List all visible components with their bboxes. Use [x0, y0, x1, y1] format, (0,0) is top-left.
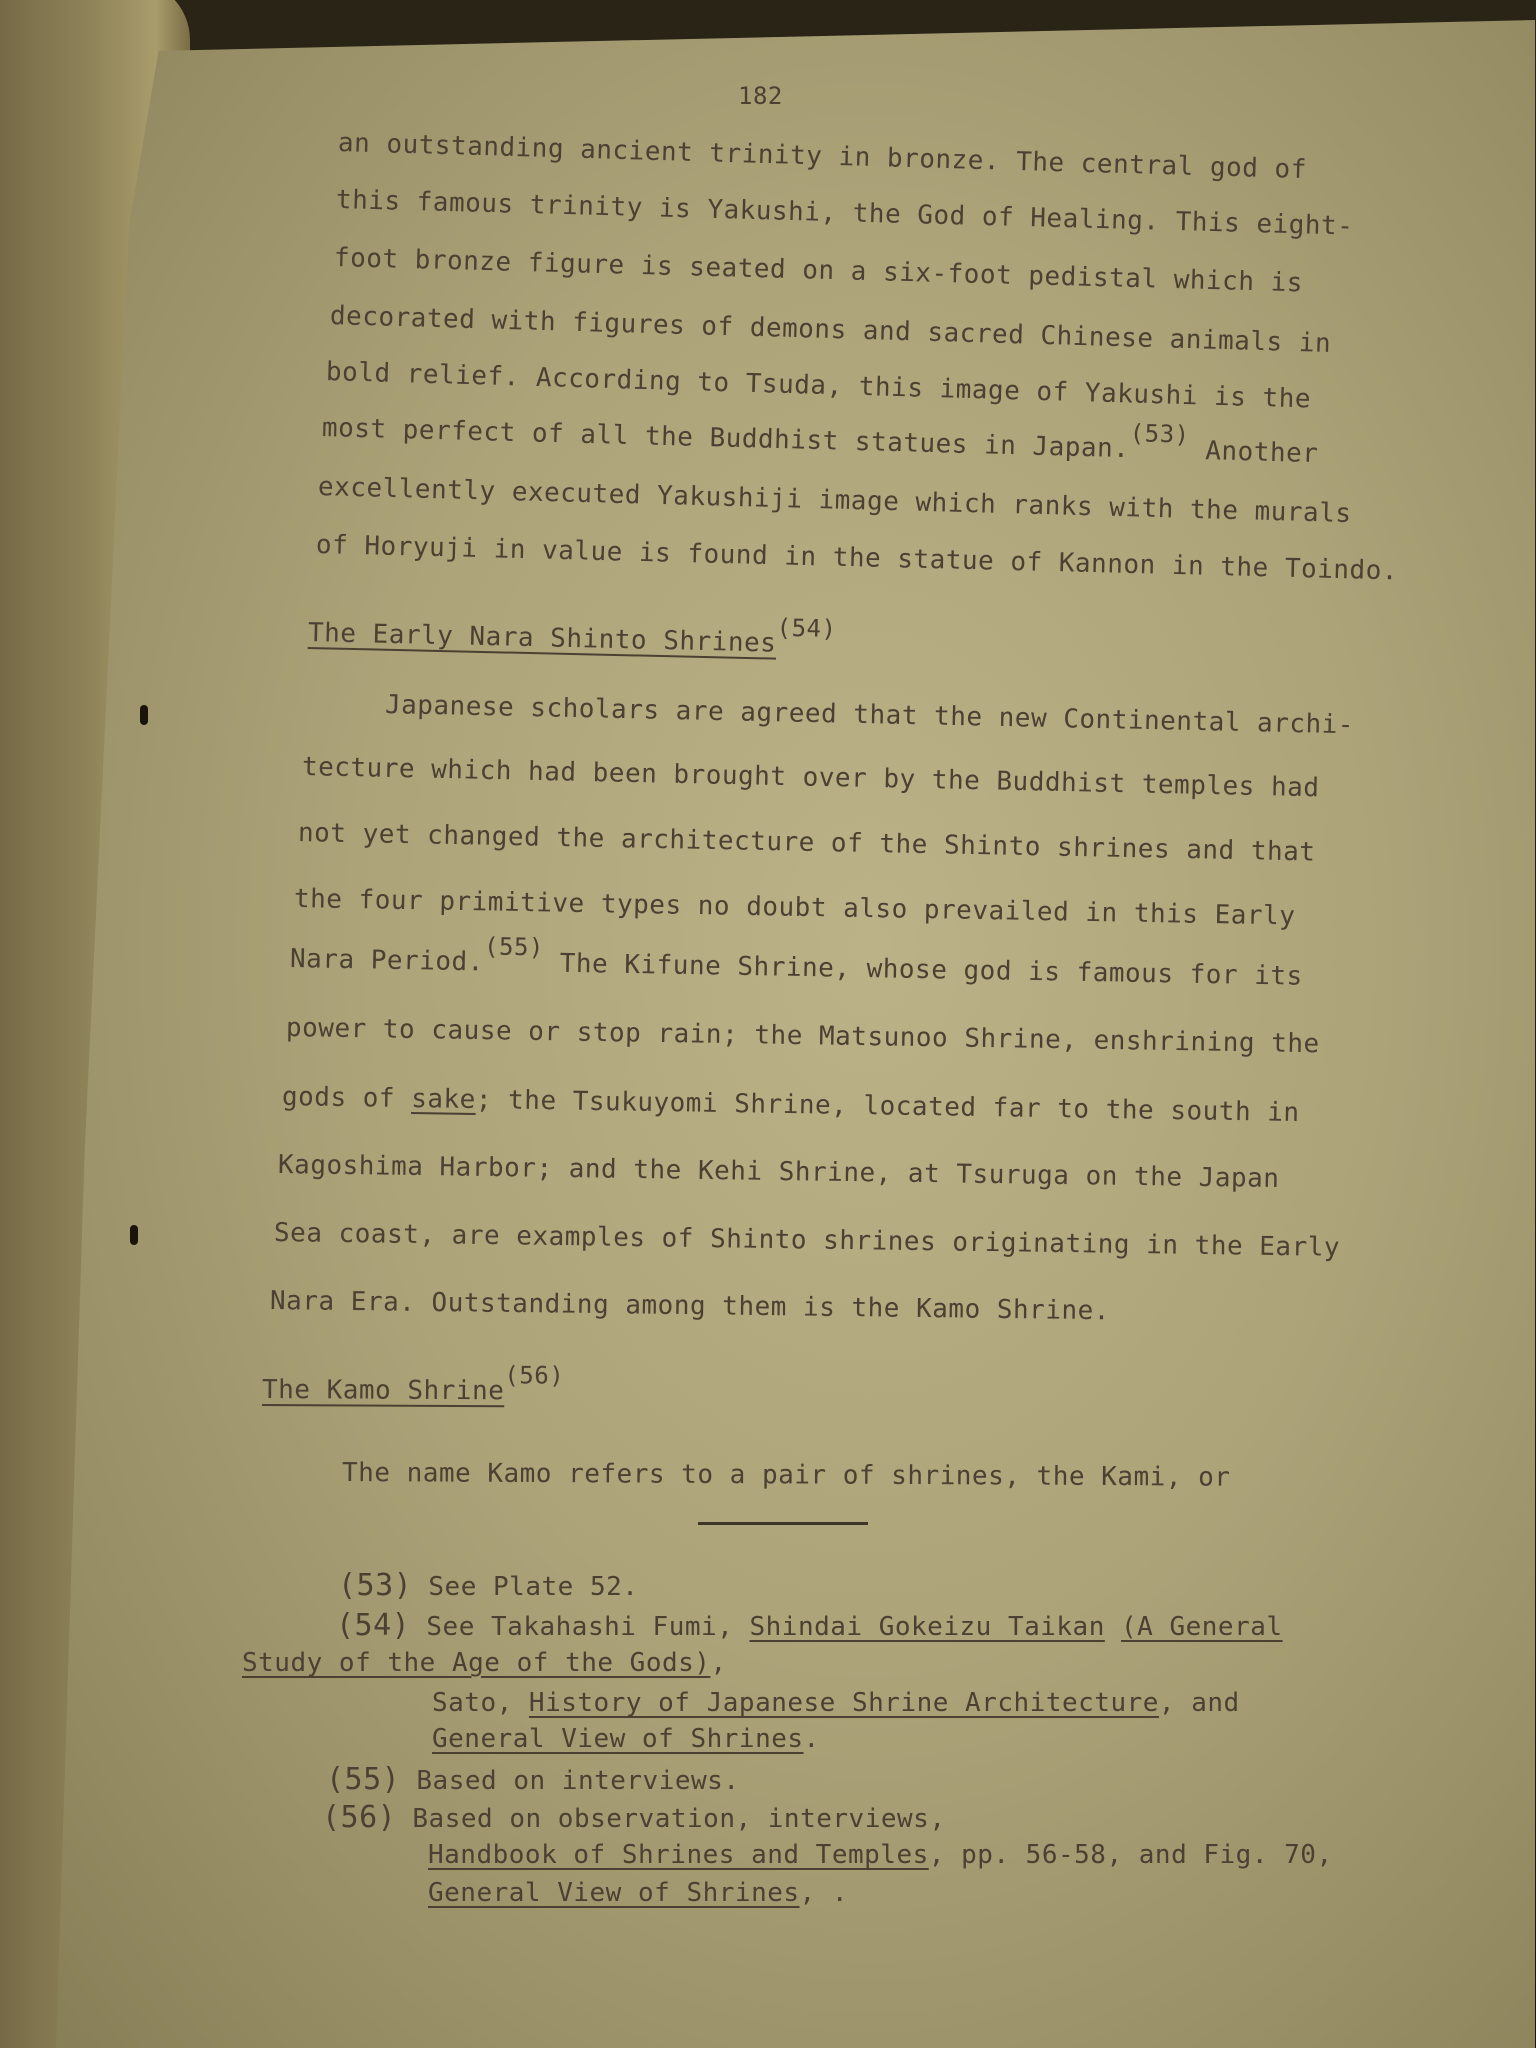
body-line: Nara Era. Outstanding among them is the Kamo Shrine. [269, 1286, 1111, 1327]
footnote-53: (53) See Plate 52. [338, 1568, 639, 1603]
footnote-mark: (54) [336, 1608, 411, 1643]
footnote-mark: (55) [326, 1762, 401, 1797]
body-line: most perfect of all the Buddhist statues in Japan.(53) Another [321, 413, 1319, 470]
italic-term: sake [410, 1084, 477, 1116]
footnote-mark: (56) [322, 1800, 397, 1835]
body-line: excellently executed Yakushiji image which ranks with the murals [317, 472, 1352, 530]
footnote-54-cont: Study of the Age of the Gods), [242, 1648, 727, 1678]
body-line: an outstanding ancient trinity in bronze. The central god of [337, 128, 1308, 186]
body-line: Sea coast, are examples of Shinto shrines originating in the Early [273, 1218, 1341, 1263]
title-underlined: General View of Shrines [432, 1724, 804, 1754]
binding-hole [130, 1225, 138, 1245]
note-ref: (53) [1129, 419, 1190, 449]
body-line: not yet changed the architecture of the Shinto shrines and that [297, 818, 1316, 868]
body-line: Japanese scholars are agreed that the new Continental archi- [384, 690, 1355, 741]
note-ref: (55) [483, 932, 545, 962]
body-line: power to cause or stop rain; the Matsunoo Shrine, enshrining the [285, 1013, 1320, 1060]
body-line: tecture which had been brought over by the Buddhist temples had [301, 752, 1320, 804]
page-number: 182 [738, 82, 783, 110]
footnote-55: (55) Based on interviews. [326, 1762, 740, 1797]
body-line: foot bronze figure is seated on a six-foot pedistal which is [333, 243, 1304, 299]
body-line: Nara Period.(55) The Kifune Shrine, whose god is famous for its [289, 932, 1303, 992]
footnote-54-cont: General View of Shrines. [432, 1724, 820, 1754]
footnote-rule [698, 1522, 868, 1525]
title-underlined: History of Japanese Shrine Architecture [528, 1688, 1159, 1718]
body-line: decorated with figures of demons and sacred Chinese animals in [329, 301, 1332, 359]
footnote-54-cont: Sato, History of Japanese Shrine Architecture, and [432, 1688, 1240, 1718]
body-line: The name Kamo refers to a pair of shrines, the Kami, or [341, 1458, 1231, 1493]
section-heading: The Early Nara Shinto Shrines(54) [307, 613, 837, 659]
footnote-56-cont: Handbook of Shrines and Temples, pp. 56-58, and Fig. 70, [428, 1840, 1333, 1870]
title-underlined: General View of Shrines [428, 1878, 800, 1908]
body-line: this famous trinity is Yakushi, the God of Healing. This eight- [335, 185, 1354, 242]
footnote-56-cont: General View of Shrines, . [428, 1878, 848, 1908]
body-line: the four primitive types no doubt also prevailed in this Early [293, 884, 1296, 932]
note-ref: (56) [504, 1361, 565, 1390]
section-heading: The Kamo Shrine(56) [261, 1361, 565, 1407]
body-line: gods of sake; the Tsukuyomi Shrine, located far to the south in [281, 1082, 1300, 1128]
footnote-mark: (53) [338, 1568, 413, 1603]
body-line: of Horyuji in value is found in the statue of Kannon in the Toindo. [315, 530, 1399, 587]
body-line: bold relief. According to Tsuda, this image of Yakushi is the [325, 357, 1312, 415]
title-underlined: Handbook of Shrines and Temples [428, 1840, 929, 1870]
binding-hole [140, 705, 148, 725]
footnote-56: (56) Based on observation, interviews, [322, 1800, 946, 1835]
title-underlined: Shindai Gokeizu Taikan [749, 1612, 1105, 1642]
footnote-54: (54) See Takahashi Fumi, Shindai Gokeizu Taikan (A General [336, 1608, 1283, 1643]
body-line: Kagoshima Harbor; and the Kehi Shrine, at Tsuruga on the Japan [277, 1150, 1280, 1194]
note-ref: (54) [776, 613, 837, 643]
